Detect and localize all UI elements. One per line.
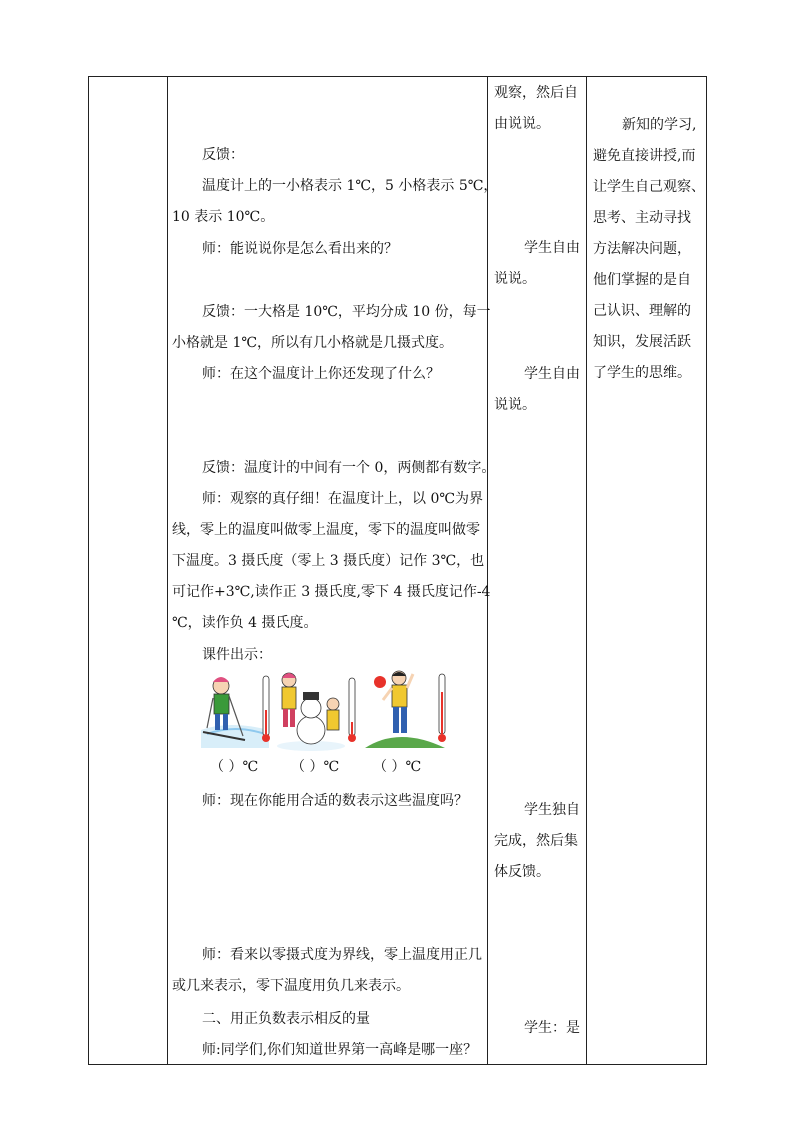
text-line: 课件出示： xyxy=(202,647,272,663)
temperature-blank: （ ）℃ xyxy=(210,759,259,775)
text-line: 反馈：一大格是 10℃，平均分成 10 份，每一 xyxy=(202,304,491,320)
intent-text-line: 避免直接讲授,而 xyxy=(593,148,696,164)
intent-text-line: 方法解决问题， xyxy=(593,241,691,257)
text-line: 反馈： xyxy=(202,147,244,163)
student-text-line: 体反馈。 xyxy=(494,864,550,880)
text-line: 二、用正负数表示相反的量 xyxy=(202,1011,370,1027)
text-line: 或几来表示，零下温度用负几来表示。 xyxy=(172,978,410,994)
student-text-line: 学生自由 xyxy=(524,240,580,256)
text-line: 下温度。3 摄氏度（零上 3 摄氏度）记作 3℃，也 xyxy=(172,553,485,569)
temperature-blank: （ ）℃ xyxy=(291,759,340,775)
text-line: 师：看来以零摄式度为界线，零上温度用正几 xyxy=(202,947,482,963)
thermometer-scenes-illustration xyxy=(199,668,461,752)
student-text-line: 学生自由 xyxy=(524,366,580,382)
text-line: 师：能说说你是怎么看出来的？ xyxy=(202,241,398,257)
intent-text-line: 知识，发展活跃 xyxy=(593,334,691,350)
snowman-scene xyxy=(277,673,356,751)
column-divider xyxy=(167,77,168,1064)
intent-text-line: 让学生自己观察、 xyxy=(593,179,705,195)
text-line: 师：现在你能用合适的数表示这些温度吗？ xyxy=(202,793,468,809)
text-line: 师:同学们,你们知道世界第一高峰是哪一座？ xyxy=(202,1042,478,1058)
student-text-line: 学生独自 xyxy=(524,802,580,818)
student-text-line: 说说。 xyxy=(494,397,536,413)
text-line: 线，零上的温度叫做零上温度，零下的温度叫做零 xyxy=(172,522,480,538)
student-text-line: 观察，然后自 xyxy=(494,85,578,101)
student-text-line: 完成，然后集 xyxy=(494,833,578,849)
intent-text-line: 新知的学习, xyxy=(622,117,697,133)
text-line: 小格就是 1℃，所以有几小格就是几摄式度。 xyxy=(172,335,454,351)
text-line: 10 表示 10℃。 xyxy=(172,209,275,225)
intent-text-line: 己认识、理解的 xyxy=(593,303,691,319)
intent-text-line: 思考、主动寻找 xyxy=(593,210,691,226)
skiing-scene xyxy=(201,676,270,748)
student-text-line: 学生：是 xyxy=(524,1020,580,1036)
intent-text-line: 他们掌握的是自 xyxy=(593,272,691,288)
student-text-line: 说说。 xyxy=(494,271,536,287)
text-line: 可记作+3℃,读作正 3 摄氏度,零下 4 摄氏度记作-4 xyxy=(172,584,491,600)
column-divider xyxy=(586,77,587,1064)
student-text-line: 由说说。 xyxy=(494,116,550,132)
intent-text-line: 了学生的思维。 xyxy=(593,365,691,381)
text-line: 师：观察的真仔细！在温度计上，以 0℃为界 xyxy=(202,491,484,507)
text-line: 反馈：温度计的中间有一个 0，两侧都有数字。 xyxy=(202,460,496,476)
text-line: 师：在这个温度计上你还发现了什么？ xyxy=(202,366,440,382)
sunny-scene xyxy=(365,671,446,748)
column-divider xyxy=(487,77,488,1064)
temperature-blank: （ ）℃ xyxy=(373,759,422,775)
text-line: 温度计上的一小格表示 1℃，5 小格表示 5℃， xyxy=(202,178,498,194)
text-line: ℃，读作负 4 摄氏度。 xyxy=(172,615,318,631)
